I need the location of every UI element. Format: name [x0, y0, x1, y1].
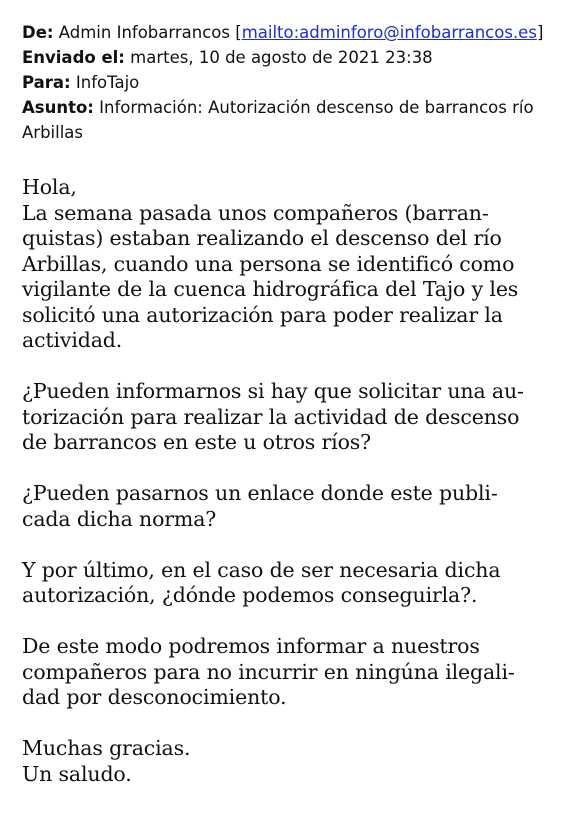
subject-row — [22, 95, 562, 145]
body-line: De este modo podremos informar a nuestros — [22, 634, 480, 658]
body-line: La semana pasada unos compañeros (barran- — [22, 200, 489, 225]
from-row — [22, 20, 562, 45]
purpose-paragraph — [22, 634, 552, 711]
sender-email-link[interactable]: mailto:adminforo@infobarrancos.es — [241, 23, 537, 42]
sent-row — [22, 45, 562, 70]
closing-line: Muchas gracias. — [22, 736, 191, 760]
to-value: InfoTajo — [75, 73, 140, 92]
bracket-open: [ — [235, 23, 242, 42]
body-line: actividad. — [22, 328, 123, 352]
from-label: De: — [22, 23, 54, 42]
email-header — [22, 20, 562, 145]
bracket-close: ] — [536, 23, 544, 42]
question-authorization-paragraph — [22, 379, 552, 456]
body-line: dad por desconocimiento. — [22, 685, 287, 709]
from-name: Admin Infobarrancos — [58, 23, 231, 42]
body-line: cada dicha norma? — [22, 506, 217, 531]
subject-label: Asunto: — [22, 98, 94, 117]
body-line: autorización, ¿dónde podemos conseguirla?. — [22, 583, 478, 607]
to-label: Para: — [22, 73, 71, 92]
subject-value: Información: Autorización descenso de barrancos río Arbillas — [22, 98, 534, 142]
email-body — [22, 175, 552, 813]
greeting-paragraph — [22, 175, 552, 354]
body-line: quistas) estaban realizando el descenso del río — [22, 226, 502, 250]
closing-paragraph — [22, 736, 552, 787]
closing-line: Un saludo. — [22, 761, 132, 786]
body-line: compañeros para no incurrir en ningúna ilegali- — [22, 659, 515, 684]
body-line: torización para realizar la actividad de descenso — [22, 404, 520, 429]
sent-label: Enviado el: — [22, 48, 125, 67]
body-line: de barrancos en este u otros ríos? — [22, 430, 371, 454]
body-line: ¿Pueden pasarnos un enlace donde este publi- — [22, 481, 498, 505]
body-line: vigilante de la cuenca hidrográfica del Tajo y les — [22, 277, 519, 301]
question-where-paragraph — [22, 558, 552, 609]
question-link-paragraph — [22, 481, 552, 532]
to-row — [22, 70, 562, 95]
greeting-line: Hola, — [22, 175, 77, 199]
body-line: solicitó una autorización para poder realizar la — [22, 302, 503, 327]
body-line: Y por último, en el caso de ser necesaria dicha — [22, 557, 501, 582]
body-line: ¿Pueden informarnos si hay que solicitar una au- — [22, 379, 524, 403]
body-line: Arbillas, cuando una persona se identificó como — [22, 251, 515, 276]
sent-value: martes, 10 de agosto de 2021 23:38 — [130, 48, 433, 67]
